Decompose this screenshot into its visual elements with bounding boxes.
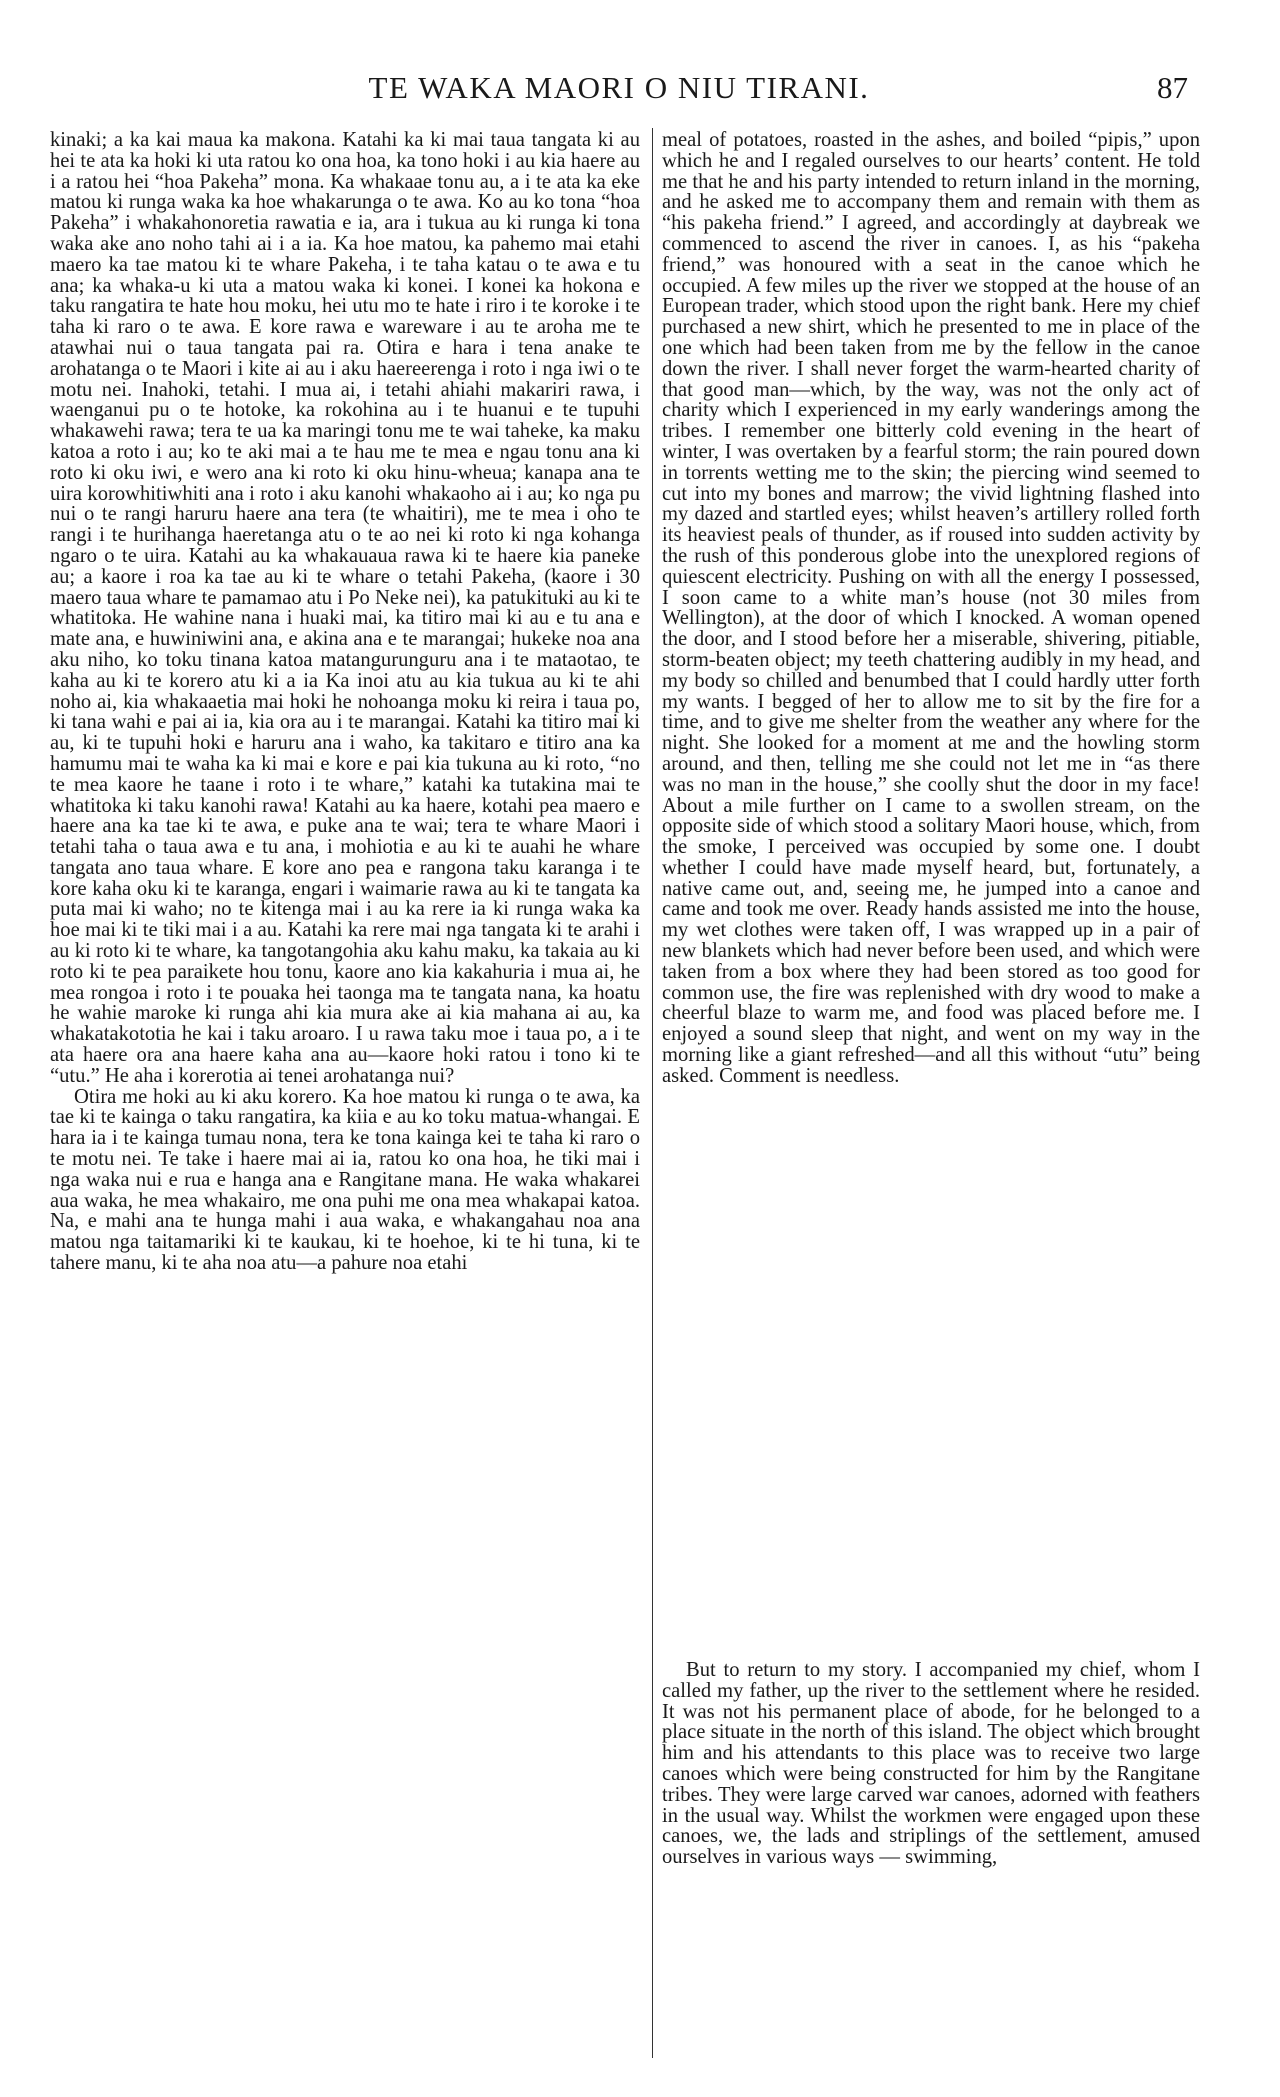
maori-text-column	[50, 130, 640, 1274]
maori-paragraph: kinaki; a ka kai maua ka makona. Katahi ka ki mai taua tangata ki au hei te ata ka hoki ki uta ratou ko ona hoa, ka tono hoki i au kia haere au i a ratou hei “hoa Pakeha” mona. Ka whakaae tonu au, a i te ata ka eke matou ki runga waka ka hoe whakarunga o te awa. Ko au ko tona “hoa Pakeha” i whakahonoretia rawatia e ia, ara i tukua au ki runga ki tona waka ake ano noho tahi ai i a ia. Ka hoe matou, ka pahemo mai etahi maero ka tae matou ki te whare Pakeha, i te taha katau o te awa e tu ana; ka whaka-u ki uta a matou waka ki konei. I konei ka hokona e taku rangatira te hate hou moku, hei utu mo te hate i riro i te koroke i te taha ki raro o te awa. E kore rawa e wareware i au te aroha me te atawhai nui o taua tangata pai ra. Otira e hara i tena anake te arohatanga o te Maori i kite ai au i aku haereerenga i roto i nga iwi o te motu nei. Inahoki, tetahi. I mua ai, i tetahi ahiahi makariri rawa, i waenganui pu o te hotoke, ka rokohina au i te huanui e te tupuhi whakawehi rawa; tera te ua ka maringi tonu me te wai taheke, ka maku katoa a roto i au; ko te aki mai a te hau me te mea e ngau tonu ana ki roto ki oku iwi, e wero ana ki roto ki oku hinu-wheua; kanapa ana te uira korowhitiwhiti ana i roto i aku kanohi whakaoho ai i au; ko nga pu nui o te rangi haruru haere ana tera (te whaitiri), me te mea i oho te rangi i te hurihanga haeretanga atu o te ao nei ki roto ki nga kohanga ngaro o te uira. Katahi au ka whakauaua rawa ki te haere kia paneke au; a kaore i roa ka tae au ki te whare o tetahi Pakeha, (kaore i 30 maero taua whare te pamamao atu i Po Neke nei), ka patukituki au ki te whatitoka. He wahine nana i huaki mai, ka titiro mai ki au e tu ana e mate ana, e huwiniwini ana, e akina ana e te marangai; hukeke noa ana aku niho, ko toku tinana katoa matangurunguru ana i te mataotao, te kaha au ki te korero atu ki a ia Ka inoi atu au kia tukua au ki te ahi noho ai, kia whakaaetia mai hoki he nohoanga moku ki reira i taua po, ki tana wahi e pai ai ia, kia ora au i te marangai. Katahi ka titiro mai ki au, ki te tupuhi hoki e haruru ana i waho, ka takitaro e titiro ana ka hamumu mai te waha ka ki mai e kore e pai kia tukuna au ki roto, “no te mea kaore he taane i roto i te whare,” katahi ka tutakina mai te whatitoka ki taku kanohi rawa! Katahi au ka haere, kotahi pea maero e haere ana ka tae ki te awa, e puke ana te wai; tera te whare Maori i tetahi taha o taua awa e tu ana, i mohiotia e au ki te auahi he whare tangata ano taua whare. E kore ano pea e rangona taku karanga i te kore kaha oku ki te karanga, engari i waimarie rawa au ki te tangata ka puta mai ki waho; no te kitenga mai i au ka rere ia ki runga waka ka hoe mai ki te tiki mai i a au. Katahi ka rere mai nga tangata ki te arahi i au ki roto ki te whare, ka tangotangohia aku kahu maku, ka takaia au ki roto ki te pea paraikete hou tonu, kaore ano kia kakahuria i mua ai, he mea rongoa i roto i te pouaka hei taonga ma te tangata nana, ka hoatu he wahie maroke ki runga ahi kia mura ake ai kia mahana ai au, ka whakatakototia he kai i taku aroaro. I u rawa taku moe i taua po, a i te ata haere ora ana haere kaha ana au—kaore hoki ratou i tono ki te “utu.” He aha i korerotia ai tenei arohatanga nui?	[50, 129, 640, 1087]
english-text-column-bottom	[662, 1660, 1200, 1868]
page-header	[50, 70, 1188, 116]
english-text-column-top	[662, 130, 1200, 1087]
page-number: 87	[1157, 70, 1188, 105]
running-title: TE WAKA MAORI O NIU TIRANI.	[368, 70, 870, 105]
english-paragraph: meal of potatoes, roasted in the ashes, and boiled “pipis,” upon which he and I regaled ourselves to our hearts’ content. He told me that he and his party intended to return inland in the morning, and he asked me to accompany them and remain with them as “his pakeha friend.” I agreed, and accordingly at daybreak we commenced to ascend the river in canoes. I, as his “pakeha friend,” was honoured with a seat in the canoe which he occupied. A few miles up the river we stopped at the house of an European trader, which stood upon the right bank. Here my chief purchased a new shirt, which he presented to me in place of the one which had been taken from me by the fellow in the canoe down the river. I shall never forget the warm-hearted charity of that good man—which, by the way, was not the only act of charity which I experienced in my early wanderings among the tribes. I remember one bitterly cold evening in the heart of winter, I was overtaken by a fearful storm; the rain poured down in torrents wetting me to the skin; the piercing wind seemed to cut into my bones and marrow; the vivid lightning flashed into my dazed and startled eyes; whilst heaven’s artillery rolled forth its heaviest peals of thunder, as if roused into sudden activity by the rush of this ponderous globe into the unexplored regions of quiescent electricity. Pushing on with all the energy I possessed, I soon came to a white man’s house (not 30 miles from Wellington), at the door of which I knocked. A woman opened the door, and I stood before her a miserable, shivering, pitiable, storm-beaten object; my teeth chattering audibly in my head, and my body so chilled and benumbed that I could hardly utter forth my wants. I begged of her to allow me to sit by the fire for a time, and to give me shelter from the weather any where for the night. She looked for a moment at me and the howling storm around, and then, telling me she could not let me in “as there was no man in the house,” she coolly shut the door in my face! About a mile further on I came to a swollen stream, on the opposite side of which stood a solitary Maori house, which, from the smoke, I perceived was occupied by some one. I doubt whether I could have made myself heard, but, fortunately, a native came out, and, seeing me, he jumped into a canoe and came and took me over. Ready hands assisted me into the house, my wet clothes were taken off, I was wrapped up in a pair of new blankets which had never before been used, and which were taken from a box where they had been stored as too good for common use, the fire was replenished with dry wood to make a cheerful blaze to warm me, and food was placed before me. I enjoyed a sound sleep that night, and went on my way in the morning like a giant refreshed—and all this without “utu” being asked. Comment is needless.	[662, 129, 1200, 1087]
column-divider	[652, 128, 653, 2058]
english-paragraph: But to return to my story. I accompanied my chief, whom I called my father, up the river to the settlement where he resided. It was not his permanent place of abode, for he belonged to a place situate in the north of this island. The object which brought him and his attendants to this place was to receive two large canoes which were being constructed for him by the Rangitane tribes. They were large carved war canoes, adorned with feathers in the usual way. Whilst the workmen were engaged upon these canoes, we, the lads and striplings of the settlement, amused ourselves in various ways — swimming,	[662, 1659, 1200, 1869]
maori-paragraph: Otira me hoki au ki aku korero. Ka hoe matou ki runga o te awa, ka tae ki te kainga o taku rangatira, ka kiia e au ko toku matua-whangai. E hara ia i te kainga tumau nona, tera ke tona kainga kei te taha ki raro o te motu nei. Te take i haere mai ai ia, ratou ko ona hoa, he tiki mai i nga waka nui e rua e hanga ana e Rangitane mana. He waka whakarei aua waka, he mea whakairo, me ona puhi me ona mea whakapai katoa. Na, e mahi ana te hunga mahi i aua waka, e whakangahau noa ana matou nga taitamariki ki te kaukau, ki te hoehoe, ki te hi tuna, ki te tahere manu, ki te aha noa atu—a pahure noa etahi	[50, 1085, 640, 1275]
